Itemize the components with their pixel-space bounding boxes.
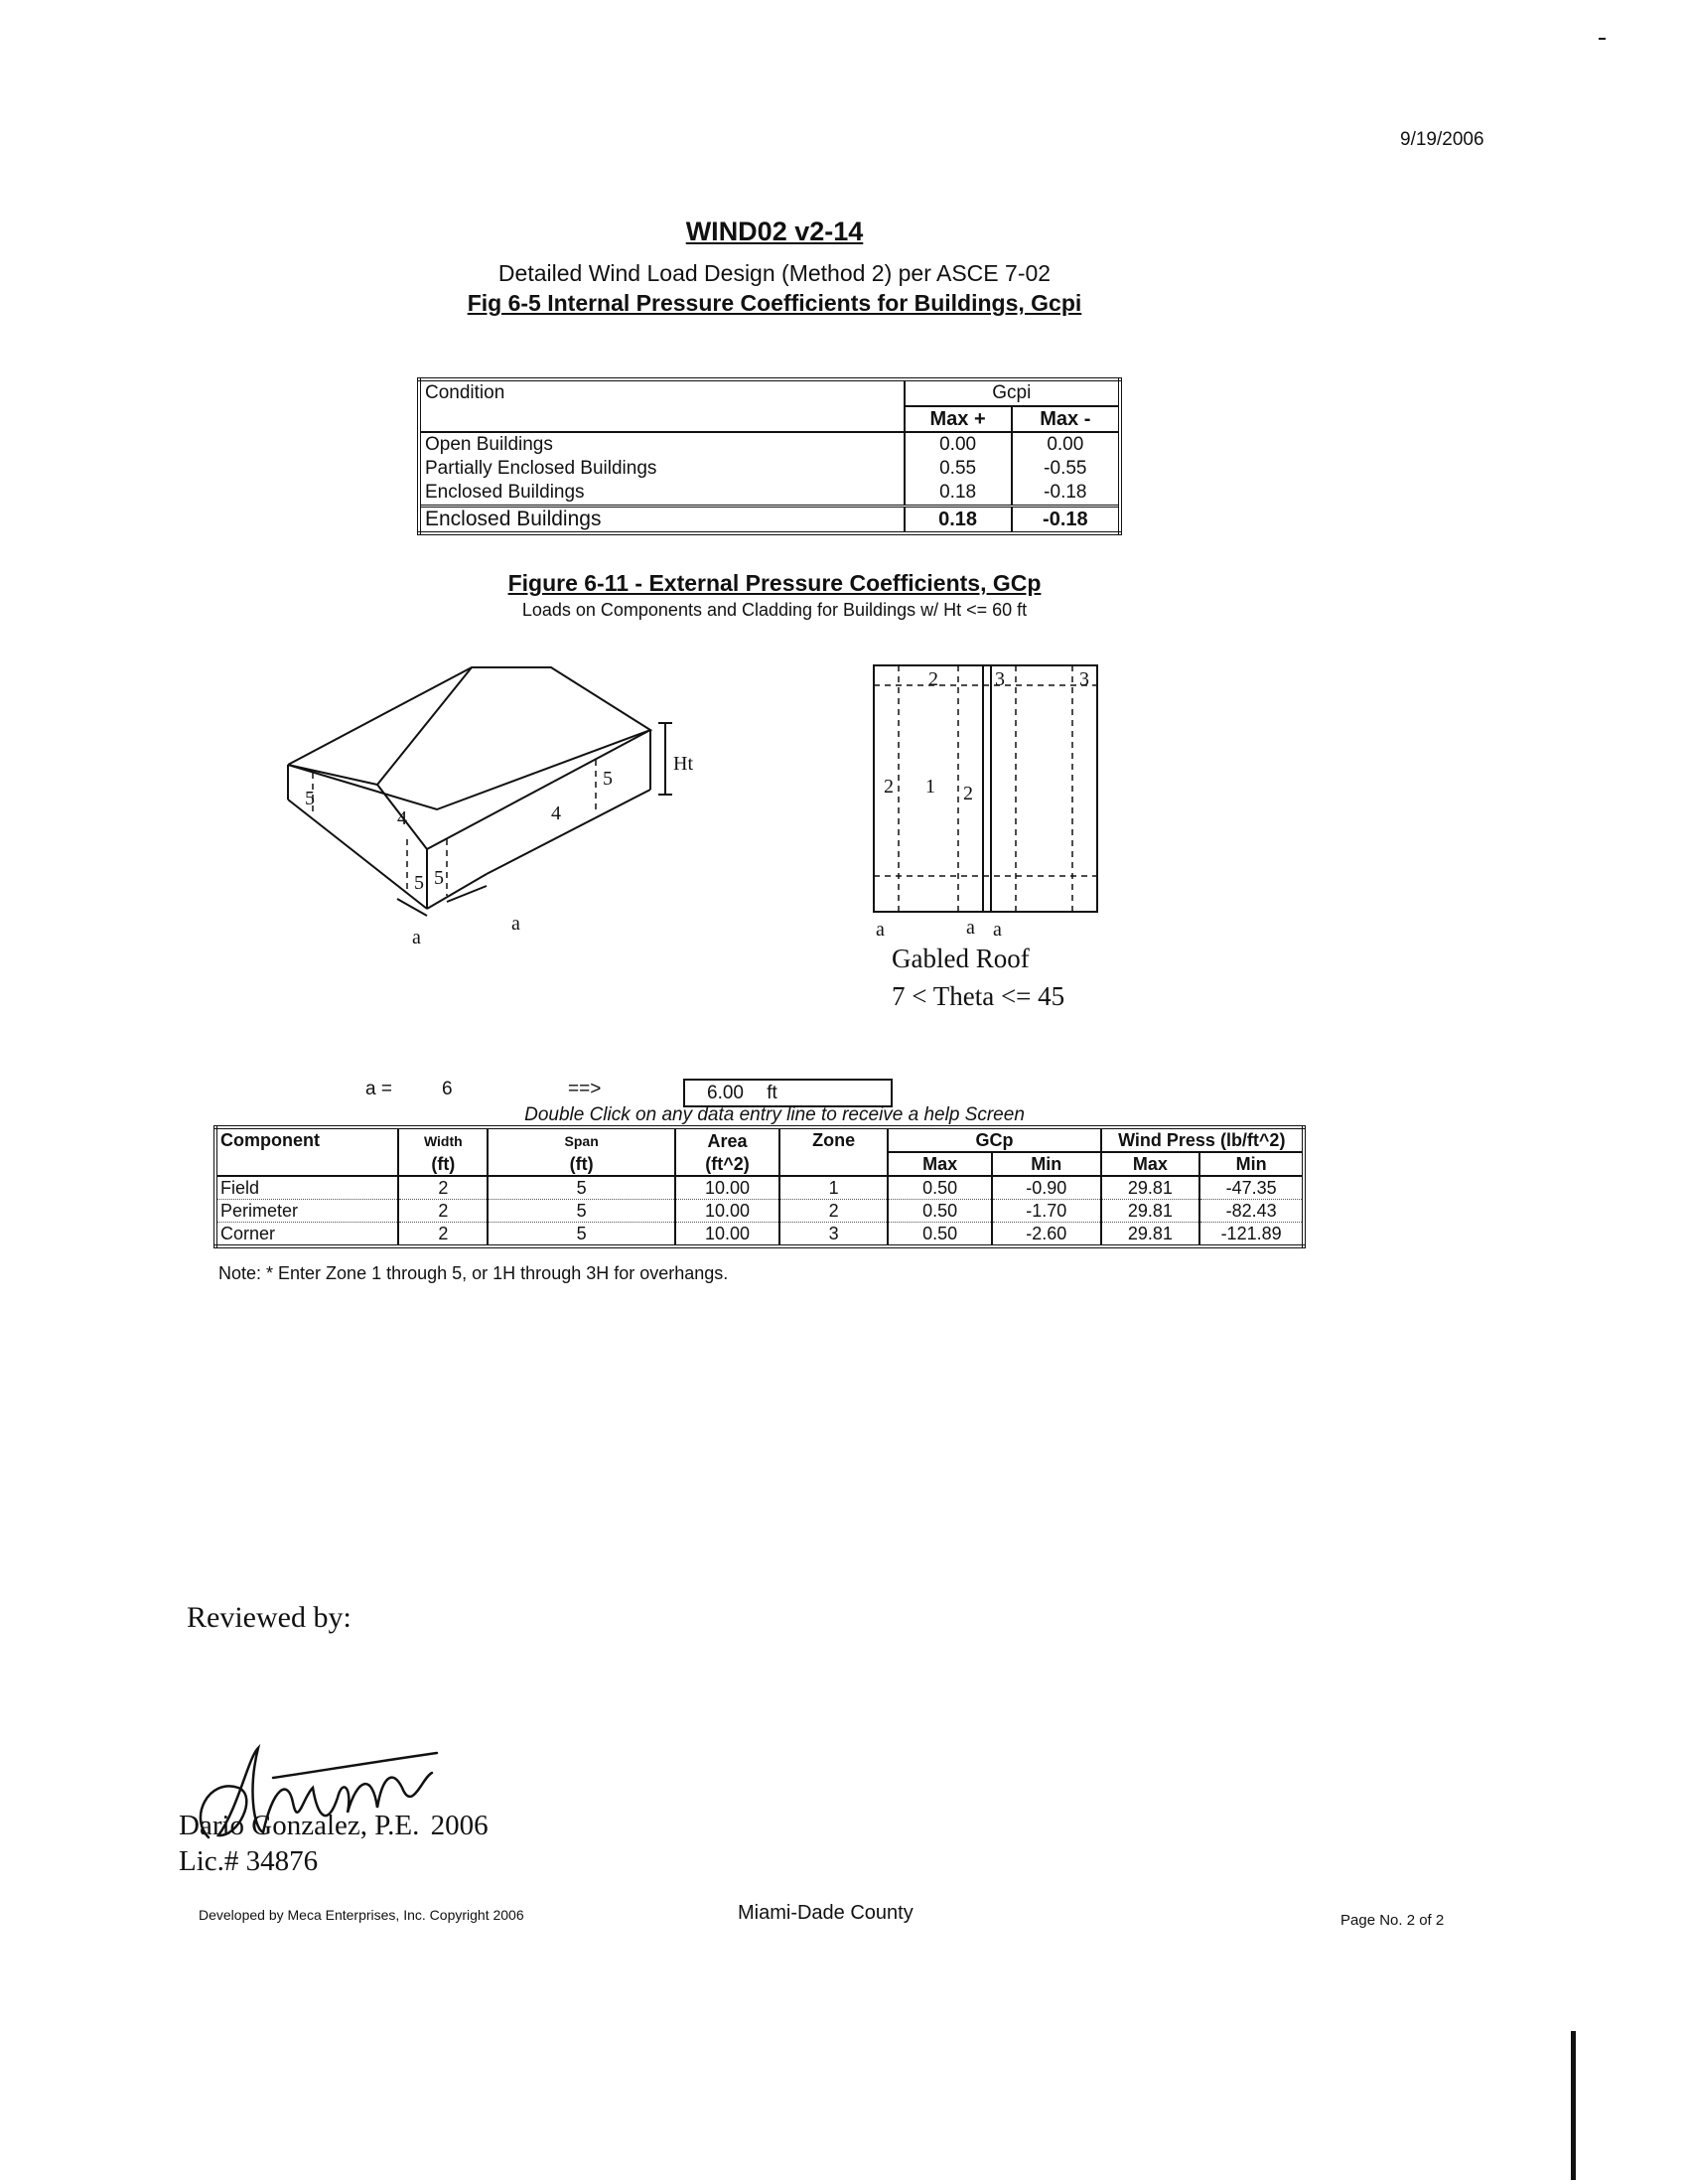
wp-min-cell: -82.43 bbox=[1199, 1200, 1304, 1223]
gcp-max-cell: 0.50 bbox=[888, 1223, 992, 1247]
dim-a-label: a bbox=[966, 917, 975, 939]
zone-header: Zone bbox=[779, 1127, 889, 1176]
zone-5-label: 5 bbox=[305, 788, 315, 809]
scan-edge-mark bbox=[1571, 2031, 1576, 2180]
table-row bbox=[419, 432, 1120, 457]
components-header-row bbox=[215, 1127, 1304, 1152]
license-number: Lic.# 34876 bbox=[179, 1845, 319, 1877]
wind-press-header: Wind Press (lb/ft^2) bbox=[1101, 1127, 1304, 1152]
zone-5-label: 5 bbox=[414, 872, 424, 894]
table-row[interactable] bbox=[215, 1223, 1304, 1247]
span-unit: (ft) bbox=[488, 1152, 675, 1176]
gcp-min-header: Min bbox=[992, 1152, 1101, 1176]
document-title: WIND02 v2-14 bbox=[685, 217, 864, 246]
document-subtitle: Detailed Wind Load Design (Method 2) per ASCE 7-02 bbox=[497, 260, 1052, 286]
components-table bbox=[213, 1125, 1306, 1248]
a-input[interactable]: 6 bbox=[442, 1079, 453, 1099]
width-cell[interactable]: 2 bbox=[398, 1223, 488, 1247]
roof-plan-diagram bbox=[854, 655, 1112, 944]
developer-credit: Developed by Meca Enterprises, Inc. Copyright 2006 bbox=[199, 1907, 524, 1923]
reviewed-by-label: Reviewed by: bbox=[187, 1601, 352, 1634]
width-header: Width bbox=[398, 1127, 488, 1152]
selected-max-minus: -0.18 bbox=[1012, 507, 1120, 534]
zone-4-label: 4 bbox=[397, 807, 407, 829]
max-minus-cell: 0.00 bbox=[1012, 432, 1120, 457]
zone-cell[interactable]: 3 bbox=[779, 1223, 889, 1247]
signature-date: 2006 bbox=[430, 1810, 489, 1841]
max-minus-cell: -0.18 bbox=[1044, 482, 1087, 503]
area-header: Area bbox=[675, 1127, 779, 1152]
building-diagram bbox=[283, 655, 700, 953]
area-unit: (ft^2) bbox=[675, 1152, 779, 1176]
gcp-min-cell: -1.70 bbox=[992, 1200, 1101, 1223]
max-plus-header: Max + bbox=[905, 406, 1012, 432]
gcp-header: GCp bbox=[888, 1127, 1100, 1152]
selected-condition-row[interactable] bbox=[419, 507, 1120, 534]
document-date: 9/19/2006 bbox=[1400, 129, 1484, 150]
condition-cell: Partially Enclosed Buildings bbox=[419, 457, 905, 481]
component-cell[interactable]: Perimeter bbox=[215, 1200, 398, 1223]
help-hint: Double Click on any data entry line to receive a help Screen bbox=[524, 1104, 1025, 1125]
max-plus-cell: 0.55 bbox=[905, 457, 1012, 481]
ht-label: Ht bbox=[673, 753, 693, 775]
zone-3-label: 3 bbox=[1079, 668, 1089, 690]
wp-max-cell: 29.81 bbox=[1101, 1176, 1200, 1200]
zone-5-label: 5 bbox=[434, 867, 444, 889]
gcp-min-cell: -2.60 bbox=[992, 1223, 1101, 1247]
condition-cell: Enclosed Buildings bbox=[419, 481, 905, 507]
gcp-max-cell: 0.50 bbox=[888, 1200, 992, 1223]
wp-min-header: Min bbox=[1235, 1154, 1267, 1174]
span-cell[interactable]: 5 bbox=[488, 1200, 675, 1223]
area-cell: 10.00 bbox=[675, 1223, 779, 1247]
component-header: Component bbox=[215, 1127, 398, 1176]
zone-1-label: 1 bbox=[925, 776, 935, 798]
fig-6-11-caption: Loads on Components and Cladding for Buildings w/ Ht <= 60 ft bbox=[521, 600, 1028, 620]
gcp-max-cell: 0.50 bbox=[888, 1176, 992, 1200]
zone-3-label: 3 bbox=[995, 668, 1005, 690]
wp-max-header: Max bbox=[1101, 1152, 1200, 1176]
gcpi-header: Gcpi bbox=[905, 379, 1120, 406]
zone-cell[interactable]: 1 bbox=[779, 1176, 889, 1200]
selected-condition[interactable]: Enclosed Buildings bbox=[419, 507, 905, 534]
condition-header: Condition bbox=[419, 379, 905, 432]
zone-note: Note: * Enter Zone 1 through 5, or 1H through 3H for overhangs. bbox=[218, 1263, 729, 1283]
a-arrow: ==> bbox=[568, 1079, 602, 1099]
dim-a-label: a bbox=[511, 913, 520, 935]
condition-cell: Open Buildings bbox=[419, 432, 905, 457]
dim-a-label: a bbox=[412, 927, 421, 948]
a-result-box bbox=[683, 1079, 893, 1107]
zone-5-label: 5 bbox=[603, 768, 613, 790]
component-cell[interactable]: Field bbox=[215, 1176, 398, 1200]
gcp-min-cell: -0.90 bbox=[992, 1176, 1101, 1200]
wp-min-cell: -121.89 bbox=[1199, 1223, 1304, 1247]
width-unit: (ft) bbox=[398, 1152, 488, 1176]
a-label: a = bbox=[365, 1079, 392, 1099]
wp-max-cell: 29.81 bbox=[1101, 1223, 1200, 1247]
span-cell[interactable]: 5 bbox=[488, 1223, 675, 1247]
fig-6-5-title: Fig 6-5 Internal Pressure Coefficients for Buildings, Gcpi bbox=[467, 290, 1082, 316]
signer-name bbox=[179, 1810, 489, 1842]
gcpi-table bbox=[417, 377, 1122, 535]
max-plus-cell: 0.18 bbox=[905, 481, 1012, 507]
wp-max-cell: 29.81 bbox=[1101, 1200, 1200, 1223]
zone-2-label: 2 bbox=[928, 668, 938, 690]
table-row[interactable] bbox=[215, 1200, 1304, 1223]
zone-cell[interactable]: 2 bbox=[779, 1200, 889, 1223]
area-cell: 10.00 bbox=[675, 1176, 779, 1200]
gcp-max-header: Max bbox=[888, 1152, 992, 1176]
span-header: Span bbox=[488, 1127, 675, 1152]
max-plus-cell: 0.00 bbox=[905, 432, 1012, 457]
page-number: Page No. 2 of 2 bbox=[1340, 1912, 1445, 1929]
table-row[interactable] bbox=[215, 1176, 1304, 1200]
selected-max-plus: 0.18 bbox=[905, 507, 1012, 534]
table-row bbox=[419, 481, 1120, 507]
span-cell[interactable]: 5 bbox=[488, 1176, 675, 1200]
gcpi-header-row bbox=[419, 379, 1120, 406]
area-cell: 10.00 bbox=[675, 1200, 779, 1223]
zone-2-label: 2 bbox=[963, 783, 973, 804]
max-minus-cell: -0.55 bbox=[1044, 458, 1087, 479]
signer-name-text: Dario Gonzalez, P.E. bbox=[179, 1810, 420, 1841]
dim-a-label: a bbox=[993, 919, 1002, 941]
county-label: Miami-Dade County bbox=[738, 1902, 914, 1924]
roof-angle-label: 7 < Theta <= 45 bbox=[892, 981, 1065, 1011]
dim-a-label: a bbox=[876, 919, 885, 941]
zone-4-label: 4 bbox=[551, 802, 561, 824]
scan-edge-mark bbox=[1599, 38, 1606, 40]
roof-type-label: Gabled Roof bbox=[892, 944, 1030, 973]
fig-6-11-title: Figure 6-11 - External Pressure Coefficients, GCp bbox=[507, 570, 1042, 596]
wp-min-cell: -47.35 bbox=[1199, 1176, 1304, 1200]
max-minus-header: Max - bbox=[1040, 408, 1091, 430]
zone-2-label: 2 bbox=[884, 776, 894, 798]
component-cell[interactable]: Corner bbox=[215, 1223, 398, 1247]
a-result-unit: ft bbox=[767, 1083, 777, 1103]
table-row bbox=[419, 457, 1120, 481]
width-cell[interactable]: 2 bbox=[398, 1200, 488, 1223]
a-result-value: 6.00 bbox=[707, 1083, 744, 1103]
width-cell[interactable]: 2 bbox=[398, 1176, 488, 1200]
